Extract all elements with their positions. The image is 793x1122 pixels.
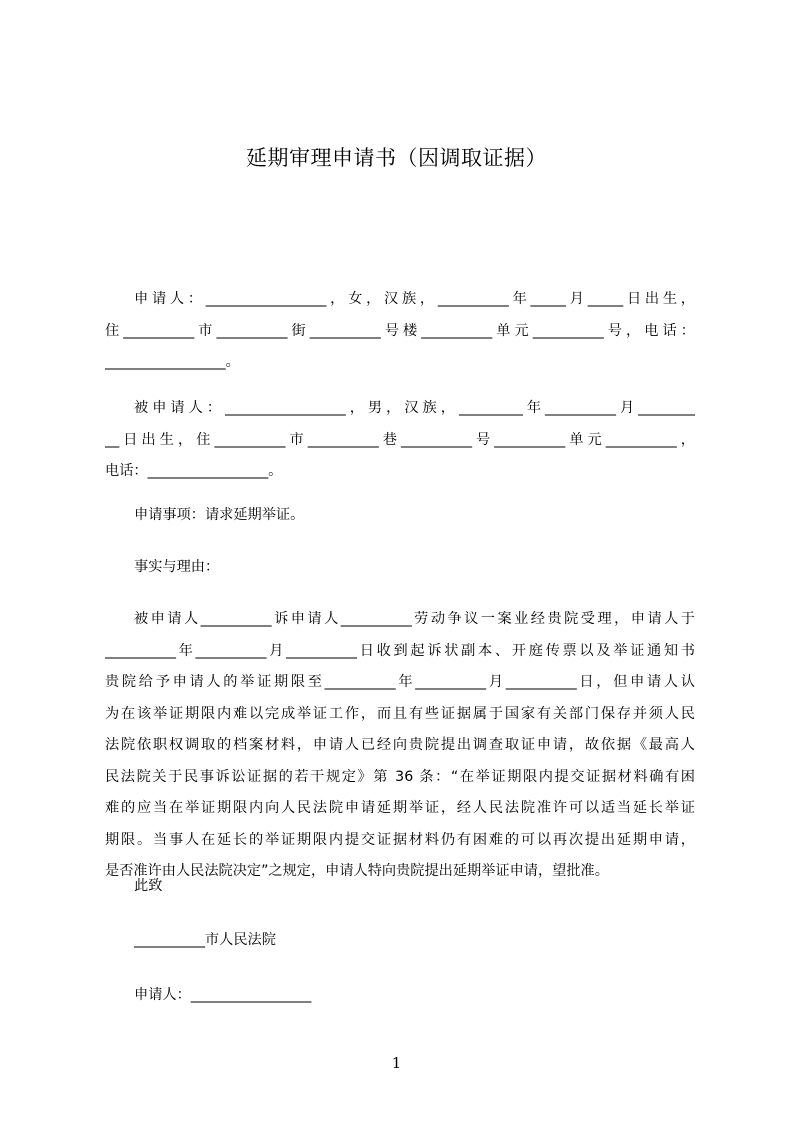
facts-line-6: 民法院关于民事诉讼证据的若干规定》第 36 条：“在举证期限内提交证据材料确有困: [105, 768, 695, 785]
facts-line-8: 期限。当事人在延长的举证期限内提交证据材料仍有困难的可以再次提出延期申请，: [105, 831, 695, 848]
respondent-paragraph: [105, 393, 695, 488]
court-paragraph: [105, 925, 695, 957]
facts-line-5: 法院依职权调取的档案材料，申请人已经向贵院提出调查取证申请，故依据《最高人: [105, 737, 695, 753]
court-line: __________市人民法院: [134, 932, 276, 948]
applicant-paragraph: [105, 284, 695, 379]
request-paragraph: [105, 500, 695, 532]
facts-heading: [105, 552, 695, 584]
closing-line: 此致: [134, 878, 163, 894]
facts-line-3: 贵院给予申请人的举证期限至__________年__________月__________日，但申请人认: [105, 674, 695, 690]
respondent-line-1: 被申请人：_________________，男，汉族，_________年__________月________: [134, 400, 695, 416]
facts-line-2: __________年__________月__________日收到起诉状副本、开庭传票以及举证通知书: [105, 642, 695, 659]
applicant-line-2: 住__________市__________街__________号楼__________单元__________号，电话：: [105, 322, 695, 339]
facts-line-1: 被申请人__________诉申请人__________劳动争议一案业经贵院受理，申请人于: [134, 611, 695, 627]
request-line: 申请事项：请求延期举证。: [134, 507, 305, 523]
applicant-line-1: 申请人：_________________，女，汉族，__________年_____月_____日出生，: [134, 291, 695, 307]
closing-paragraph: [105, 871, 695, 903]
facts-line-4: 为在该举证期限内难以完成举证工作，而且有些证据属于国家有关部门保存并须人民: [105, 705, 695, 722]
facts-line-9: 是否准许由人民法院决定”之规定，申请人特向贵院提出延期举证申请，望批准。: [105, 863, 609, 879]
signature-line: 申请人：_________________: [134, 987, 312, 1003]
facts-line-7: 难的应当在举证期限内向人民法院申请延期举证，经人民法院准许可以适当延长举证: [105, 800, 695, 816]
respondent-line-2: __日出生，住__________市__________巷__________号__________单元__________，: [105, 431, 695, 448]
respondent-line-3: 电话：_________________。: [105, 463, 283, 479]
signature-paragraph: [105, 980, 695, 1012]
facts-heading-line: 事实与理由：: [134, 559, 220, 575]
document-title: 延期审理申请书（因调取证据）: [246, 146, 547, 170]
page-number: 1: [391, 1054, 402, 1072]
facts-paragraph: [105, 604, 695, 888]
applicant-line-3: _________________。: [105, 354, 240, 370]
